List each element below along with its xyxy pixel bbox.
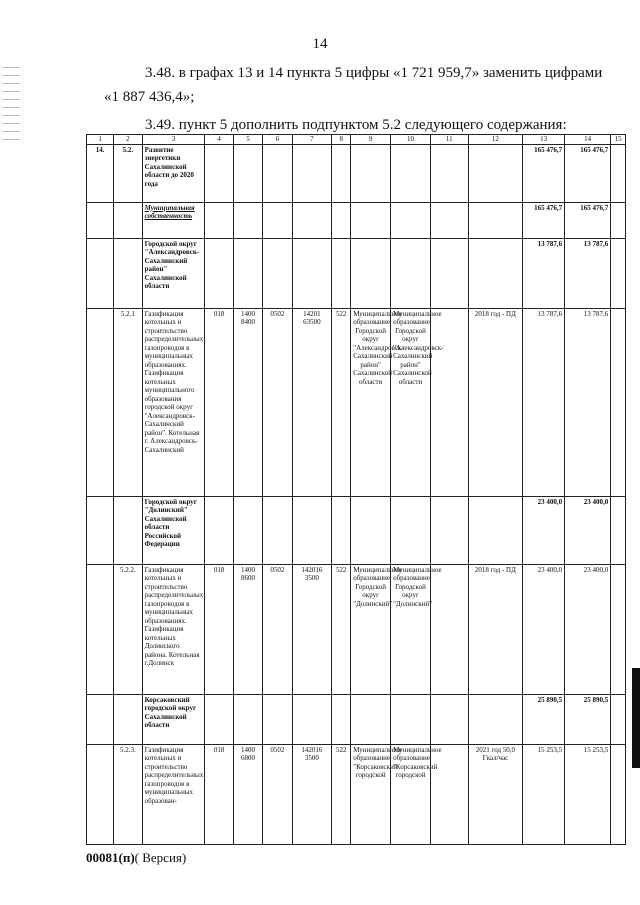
cell-1: 14. [87,144,114,202]
table-body [87,144,626,844]
cell-5: 1400 8600 [233,564,262,694]
cell-8 [332,694,351,744]
cell-2: 5.2.2. [114,564,142,694]
cell-12 [468,144,523,202]
scan-edge-mark [632,668,640,768]
paragraph-3-48-cont: «1 887 436,4»; [104,89,195,105]
cell-5 [233,144,262,202]
cell-3: Корсаковский городской округ Сахалинской области [142,694,205,744]
cell-1 [87,308,114,496]
cell-6 [263,496,292,564]
cell-7: 142016 3500 [292,744,332,844]
cell-7 [292,238,332,308]
amendment-table [86,134,626,845]
paragraph-3-48: 3.48. в графах 13 и 14 пункта 5 цифры «1 721 959,7» заменить цифрами [145,65,603,81]
cell-4 [205,202,233,238]
cell-12: 2018 год - ПД [468,564,523,694]
cell-9 [351,694,391,744]
cell-13: 25 890,5 [523,694,565,744]
cell-15 [611,564,626,694]
cell-13: 13 787,6 [523,308,565,496]
cell-4 [205,144,233,202]
cell-2: 5.2.1 [114,308,142,496]
cell-11 [430,694,468,744]
cell-6: 0502 [263,308,292,496]
cell-2 [114,202,142,238]
cell-13: 165 476,7 [523,144,565,202]
column-header: 9 [351,135,391,145]
cell-14: 25 890,5 [565,694,611,744]
cell-9 [351,238,391,308]
cell-8 [332,144,351,202]
column-header: 5 [233,135,262,145]
cell-7 [292,144,332,202]
cell-8 [332,238,351,308]
cell-6 [263,202,292,238]
cell-15 [611,744,626,844]
cell-12: 2018 год - ПД [468,308,523,496]
column-header: 4 [205,135,233,145]
cell-6: 0502 [263,564,292,694]
cell-10 [391,238,431,308]
cell-5 [233,238,262,308]
column-header: 13 [523,135,565,145]
cell-4 [205,496,233,564]
cell-14: 165 476,7 [565,202,611,238]
column-header: 2 [114,135,142,145]
cell-3: Газификация котельных и строительство распределительных газопроводов в муниципальных образованиях. Газификация котельных Долинского района. Котельная г.Долинск [142,564,205,694]
column-header: 3 [142,135,205,145]
cell-2: 5.2.3. [114,744,142,844]
subtotal-row [87,238,626,308]
cell-9: Муниципальное образование "Корсаковский городской [351,744,391,844]
cell-5 [233,202,262,238]
cell-5 [233,496,262,564]
cell-12 [468,496,523,564]
cell-8 [332,202,351,238]
cell-12: 2021 год 50,0 Гкал/час [468,744,523,844]
cell-5: 1400 6800 [233,744,262,844]
cell-2 [114,238,142,308]
cell-15 [611,202,626,238]
cell-1 [87,744,114,844]
cell-3: Городской округ "Долинский" Сахалинской области Российской Федерации [142,496,205,564]
cell-9: Муниципальное образование Городской округ "Александровск-Сахалинский район" Сахалинской области [351,308,391,496]
cell-3: Газификация котельных и строительство распределительных газопроводов в муниципальных образован- [142,744,205,844]
cell-8: 522 [332,308,351,496]
cell-8: 522 [332,744,351,844]
cell-1 [87,564,114,694]
cell-13: 13 787,6 [523,238,565,308]
cell-11 [430,238,468,308]
column-header: 6 [263,135,292,145]
cell-10 [391,694,431,744]
cell-13: 165 476,7 [523,202,565,238]
cell-8 [332,496,351,564]
cell-14: 13 787,6 [565,238,611,308]
section-row [87,144,626,202]
column-header: 10 [391,135,431,145]
subtotal-row [87,694,626,744]
cell-3: Муниципальная собственность [142,202,205,238]
cell-9: Муниципальное образование Городской округ "Долинский" [351,564,391,694]
cell-12 [468,238,523,308]
column-header: 7 [292,135,332,145]
cell-7: 142016 3500 [292,564,332,694]
item-row [87,744,626,844]
column-header: 12 [468,135,523,145]
document-code: 00081(п) [86,850,135,865]
cell-2: 5.2. [114,144,142,202]
cell-11 [430,744,468,844]
cell-1 [87,202,114,238]
column-header: 14 [565,135,611,145]
cell-14: 23 400,0 [565,496,611,564]
cell-4: 018 [205,744,233,844]
document-version: ( Версия) [134,850,187,865]
cell-10: Муниципальное образование Городской округ "Александровск-Сахалинский район" Сахалинской области [391,308,431,496]
cell-3: Газификация котельных и строительство распределительных газопроводов в муниципальных образованиях. Газификация котельных муниципального образования городской округ "Александровск-Сахалинский район". Котельная г. Александровск-Сахалинский [142,308,205,496]
cell-6 [263,238,292,308]
cell-5 [233,694,262,744]
cell-6: 0502 [263,744,292,844]
column-header: 15 [611,135,626,145]
column-header: 1 [87,135,114,145]
cell-9 [351,496,391,564]
cell-4: 018 [205,308,233,496]
cell-15 [611,694,626,744]
cell-14: 23 400,0 [565,564,611,694]
column-header: 8 [332,135,351,145]
cell-10 [391,496,431,564]
cell-5: 1400 8400 [233,308,262,496]
cell-4 [205,694,233,744]
cell-8: 522 [332,564,351,694]
scan-margin-marks [2,60,32,200]
column-number-row [87,135,626,145]
subtotal-row [87,202,626,238]
cell-12 [468,202,523,238]
cell-14: 13 787,6 [565,308,611,496]
cell-15 [611,308,626,496]
cell-11 [430,308,468,496]
cell-13: 23 400,0 [523,496,565,564]
cell-11 [430,202,468,238]
cell-1 [87,694,114,744]
column-header: 11 [430,135,468,145]
paragraph-3-49: 3.49. пункт 5 дополнить подпунктом 5.2 следующего содержания: [145,117,567,133]
item-row [87,308,626,496]
cell-7: 14201 63500 [292,308,332,496]
cell-15 [611,238,626,308]
cell-7 [292,694,332,744]
cell-2 [114,496,142,564]
cell-1 [87,238,114,308]
cell-11 [430,496,468,564]
cell-11 [430,144,468,202]
cell-14: 15 253,5 [565,744,611,844]
page-number: 14 [312,36,328,52]
cell-2 [114,694,142,744]
cell-15 [611,144,626,202]
cell-7 [292,202,332,238]
subtotal-row [87,496,626,564]
cell-13: 23 400,0 [523,564,565,694]
cell-12 [468,694,523,744]
cell-11 [430,564,468,694]
cell-3: Городской округ "Александровск-Сахалинский район" Сахалинской области [142,238,205,308]
cell-14: 165 476,7 [565,144,611,202]
item-row [87,564,626,694]
cell-6 [263,144,292,202]
cell-10 [391,144,431,202]
cell-9 [351,144,391,202]
cell-7 [292,496,332,564]
document-footer [86,850,186,866]
cell-15 [611,496,626,564]
cell-9 [351,202,391,238]
cell-6 [263,694,292,744]
cell-10: Муниципальное образование Городской округ "Долинский" [391,564,431,694]
cell-13: 15 253,5 [523,744,565,844]
cell-4 [205,238,233,308]
cell-10: Муниципальное образование "Корсаковский городской [391,744,431,844]
cell-3: Развитие энергетики Сахалинской области до 2020 года [142,144,205,202]
cell-10 [391,202,431,238]
cell-4: 018 [205,564,233,694]
cell-1 [87,496,114,564]
